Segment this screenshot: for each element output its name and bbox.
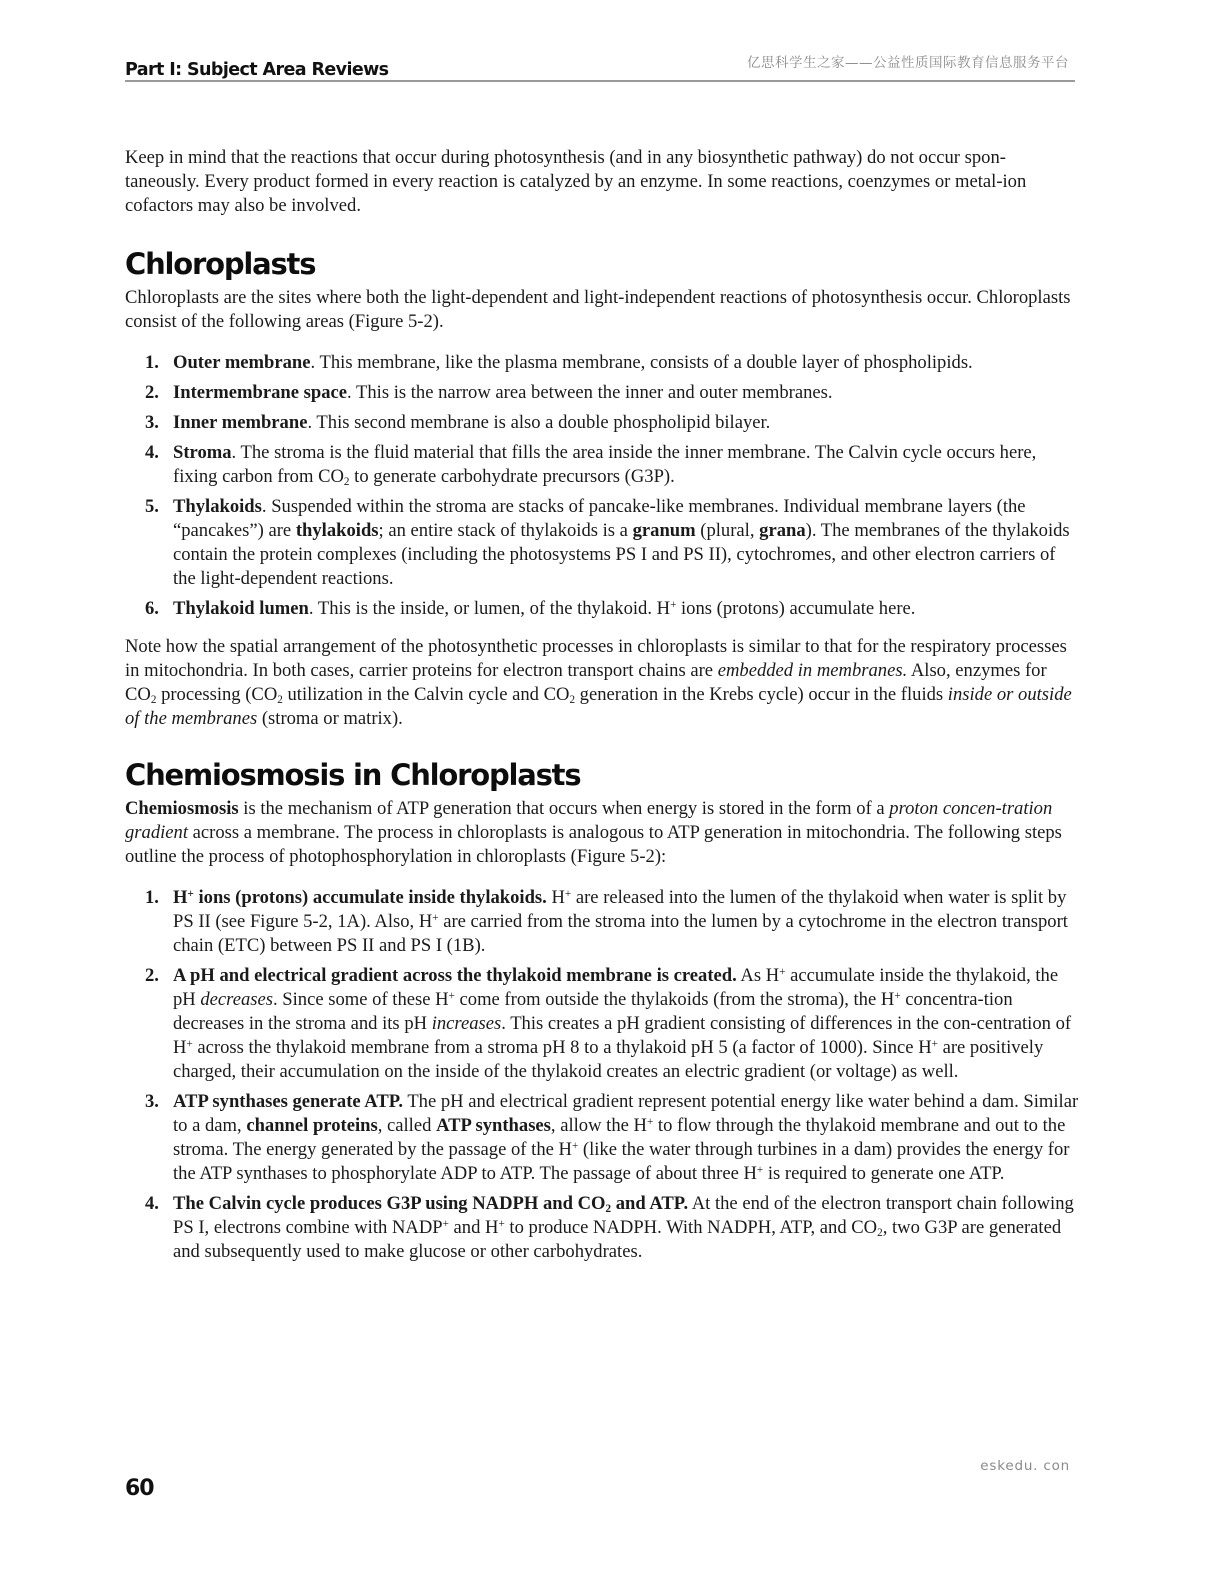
emphasis-text: inside or outside of the membranes: [125, 684, 1072, 729]
bold-term: and ATP.: [611, 1193, 689, 1214]
intro-paragraph: Keep in mind that the reactions that occur during photosynthesis (and in any biosynthetic pathway) do not occur spon-taneously. Every product formed in every reaction is catalyzed by an enzyme. In some reactions, coenzymes or metal-ion cofactors may also be involved.: [125, 147, 1027, 216]
bold-term: Thylakoid lumen: [173, 598, 309, 619]
bold-term: A pH and electrical gradient across the thylakoid membrane is created.: [173, 965, 737, 986]
subscript: 2: [150, 693, 157, 706]
heading-chloroplasts: Chloroplasts: [125, 247, 316, 281]
superscript: +: [894, 989, 901, 1002]
superscript: +: [779, 965, 786, 978]
chemiosmosis-intro: Chemiosmosis is the mechanism of ATP generation that occurs when energy is stored in the form of a proton concen-tration gradient across a membrane. The process in chloroplasts is analogous to ATP generation in mitochondria. The following steps outline the process of photophosphorylation in chloroplasts (Figure 5-2):: [125, 798, 1062, 867]
list-item-number: 2.: [145, 382, 159, 403]
list-item-number: 1.: [145, 887, 159, 908]
list-item: [125, 441, 1080, 489]
page-content: [125, 146, 1080, 1270]
bold-term: Thylakoids: [173, 496, 262, 517]
list-item-text: H+ ions (protons) accumulate inside thylakoids. H+ are released into the lumen of the thylakoid when water is split by PS II (see Figure 5-2, 1A). Also, H+ are carried from the stroma into the lumen by a cytochrome in the electron transport chain (ETC) between PS II and PS I (1B).: [173, 887, 1068, 956]
list-item-number: 3.: [145, 412, 159, 433]
list-item-text: Stroma. The stroma is the fluid material that fills the area inside the inner membrane. The Calvin cycle occurs here, fixing carbon from $CO_2$ to generate carbohydrate precursors (G3P).: [173, 442, 1037, 488]
list-item-text: ATP synthases generate ATP. The pH and electrical gradient represent potential energy like water behind a dam. Similar to a dam, channel proteins, called ATP synthases, allow the H+ to flow through the thylakoid membrane and out to the stroma. The energy generated by the passage of the H+ (like the water through turbines in a dam) provides the energy for the ATP synthases to phosphorylate ADP to ATP. The passage of about three H+ is required to generate one ATP.: [173, 1091, 1079, 1184]
list-item: [125, 597, 1080, 621]
chloroplast-areas-list: [125, 351, 1080, 621]
page-number: 60: [125, 1476, 154, 1501]
list-item: [125, 495, 1080, 591]
emphasis-text: embedded in membranes.: [717, 660, 908, 681]
superscript: +: [571, 1139, 579, 1152]
superscript: +: [186, 1037, 193, 1050]
bold-term: granum: [632, 520, 696, 541]
list-item: [125, 1192, 1080, 1264]
superscript: +: [498, 1217, 505, 1230]
superscript: +: [670, 598, 677, 611]
superscript: +: [564, 887, 572, 900]
superscript: +: [442, 1217, 449, 1230]
list-item: [125, 381, 1080, 405]
bold-term: ATP synthases: [436, 1115, 551, 1136]
subscript: 2: [343, 475, 350, 488]
subscript: 2: [877, 1226, 883, 1239]
list-item: [125, 886, 1080, 958]
list-item-number: 1.: [145, 352, 159, 373]
bold-term: H: [173, 887, 188, 908]
subscript: 2: [277, 693, 283, 706]
list-item-text: Outer membrane. This membrane, like the plasma membrane, consists of a double layer of phospholipids.: [173, 352, 973, 373]
emphasis-text: decreases: [200, 989, 273, 1010]
running-header: [125, 52, 1075, 82]
list-item: [125, 1090, 1080, 1186]
bold-term: +: [187, 887, 194, 900]
header-watermark: 亿思科学生之家——公益性质国际教育信息服务平台: [747, 55, 1069, 71]
bold-term: Chemiosmosis: [125, 798, 239, 819]
bold-term: 2: [605, 1202, 612, 1215]
list-item-number: 4.: [145, 442, 159, 463]
bold-term: Outer membrane: [173, 352, 311, 373]
superscript: +: [448, 989, 455, 1002]
chloroplasts-intro: Chloroplasts are the sites where both the light-dependent and light-independent reactions of photosynthesis occur. Chloroplasts consist of the following areas (Figure 5-2).: [125, 287, 1071, 332]
header-title: Part I: Subject Area Reviews: [125, 60, 389, 80]
bold-term: grana: [759, 520, 806, 541]
superscript: +: [756, 1163, 764, 1176]
emphasis-text: proton concen-tration gradient: [125, 798, 1053, 843]
superscript: +: [646, 1115, 654, 1128]
list-item: [125, 964, 1080, 1084]
list-item-text: Intermembrane space. This is the narrow area between the inner and outer membranes.: [173, 382, 833, 403]
subscript: 2: [569, 693, 576, 706]
list-item-text: Thylakoid lumen. This is the inside, or lumen, of the thylakoid. H+ ions (protons) accumulate here.: [173, 598, 916, 619]
list-item-number: 2.: [145, 965, 159, 986]
list-item-number: 5.: [145, 496, 159, 517]
list-item-text: Thylakoids. Suspended within the stroma are stacks of pancake-like membranes. Individual membrane layers (the “pancakes”) are thylakoids; an entire stack of thylakoids is a granum (plural, grana). The membranes of the thylakoids contain the protein complexes (including the photosystems PS I and PS II), cytochromes, and other electron carriers of the light-dependent reactions.: [173, 496, 1070, 589]
emphasis-text: increases: [431, 1013, 502, 1034]
list-item-number: 4.: [145, 1193, 159, 1214]
list-item-text: A pH and electrical gradient across the thylakoid membrane is created. As H+ accumulate inside the thylakoid, the pH decreases. Since some of these H+ come from outside the thylakoids (from the stroma), the H+ concentra-tion decreases in the stroma and its pH increases. This creates a pH gradient consisting of differences in the con-centration of H+ across the thylakoid membrane from a stroma pH 8 to a thylakoid pH 5 (a factor of 1000). Since H+ are positively charged, their accumulation on the inside of the thylakoid creates an electric gradient (or voltage) as well.: [173, 965, 1072, 1082]
chemiosmosis-steps-list: [125, 886, 1080, 1264]
list-item-number: 6.: [145, 598, 159, 619]
superscript: +: [432, 911, 439, 924]
bold-term: thylakoids: [295, 520, 379, 541]
bold-term: ions (protons) accumulate inside thylakoids.: [193, 887, 547, 908]
footer-watermark: eskedu. con: [980, 1458, 1070, 1474]
chloroplasts-note-paragraph: Note how the spatial arrangement of the photosynthetic processes in chloroplasts is similar to that for the respiratory processes in mitochondria. In both cases, carrier proteins for electron transport chains are embedded in membranes. Also, enzymes for $CO_2$ processing ($CO_2$ utilization in the Calvin cycle and $CO_2$ generation in the Krebs cycle) occur in the fluids inside or outside of the membranes (stroma or matrix).: [125, 636, 1072, 729]
bold-term: The Calvin cycle produces G3P using NADPH and CO: [173, 1193, 606, 1214]
list-item-text: The Calvin cycle produces G3P using NADPH and $CO_2$ and ATP. At the end of the electron transport chain following PS I, electrons combine with NADP+ and H+ to produce NADPH. With NADPH, ATP, and $CO_2$, two G3P are generated and subsequently used to make glucose or other carbohydrates.: [173, 1193, 1074, 1262]
list-item-number: 3.: [145, 1091, 159, 1112]
bold-term: Intermembrane space: [173, 382, 348, 403]
list-item: [125, 411, 1080, 435]
bold-term: Stroma: [173, 442, 232, 463]
heading-chemiosmosis: Chemiosmosis in Chloroplasts: [125, 758, 581, 792]
bold-term: Inner membrane: [173, 412, 308, 433]
bold-term: channel proteins: [246, 1115, 378, 1136]
list-item-text: Inner membrane. This second membrane is also a double phospholipid bilayer.: [173, 412, 771, 433]
superscript: +: [931, 1037, 938, 1050]
list-item: [125, 351, 1080, 375]
bold-term: ATP synthases generate ATP.: [173, 1091, 404, 1112]
